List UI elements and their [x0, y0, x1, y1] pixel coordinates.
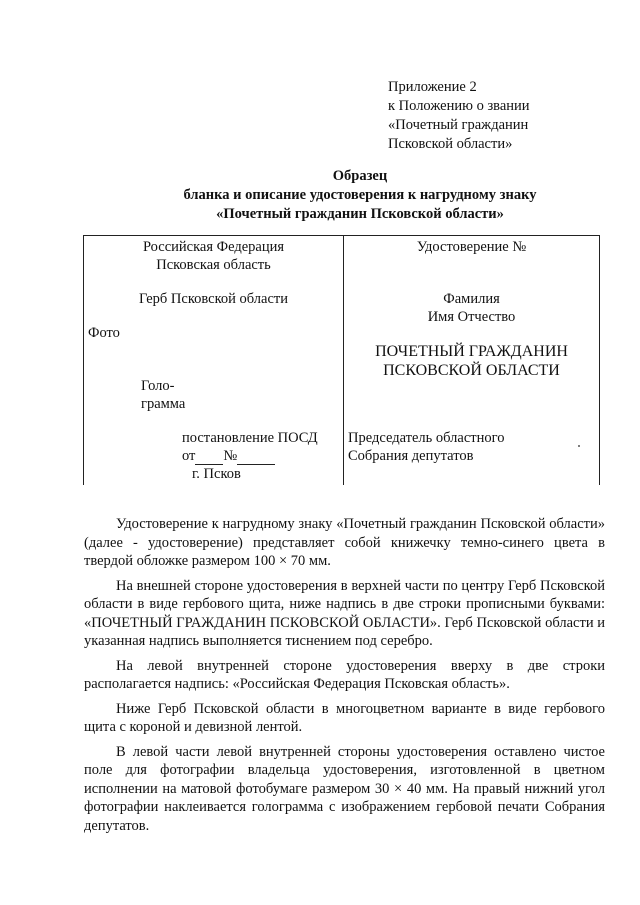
paragraph: В левой части левой внутренней стороны удостоверения оставлено чистое поле для фотографии владельца удостоверения, изготовленной в цветном исполнении на матовой фотобумаге размером 30 × 40 мм. На правый нижний угол фотографии наклеивается голограмма с изображением гербовой печати Собрания депутатов. — [84, 743, 605, 834]
paragraph: Удостоверение к нагрудному знаку «Почетный гражданин Псковской области» (далее - удостоверение) представляет собой книжечку темно-синего цвета в твердой обложке размером 100 × 70 мм. — [84, 516, 605, 569]
form-photo-label: Фото — [88, 325, 120, 341]
annex-line-3: «Почетный гражданин — [388, 117, 529, 133]
annex-header — [388, 78, 628, 154]
paragraph: На левой внутренней стороне удостоверения вверху в две строки располагается надпись: «Российская Федерация Псковская область». — [84, 657, 605, 692]
form-chairman-line-1: Председатель областного — [348, 430, 505, 446]
form-chairman-line-2: Собрания депутатов — [348, 448, 474, 464]
title-line-2: бланка и описание удостоверения к нагрудному знаку — [183, 187, 537, 203]
form-emblem-label: Герб Псковской области — [138, 291, 289, 307]
description-text — [84, 515, 605, 841]
annex-line-4: Псковской области» — [388, 136, 513, 152]
form-certificate-number: Удостоверение № — [416, 239, 527, 255]
form-surname: Фамилия — [443, 291, 500, 307]
annex-line-1: Приложение 2 — [388, 79, 477, 95]
form-hologram-line-1: Голо- — [141, 378, 175, 394]
form-date-blank — [195, 450, 223, 465]
form-decree-label: постановление ПОСД — [182, 430, 318, 446]
form-honor-line-1: ПОЧЕТНЫЙ ГРАЖДАНИН — [375, 343, 568, 360]
form-country: Российская Федерация — [142, 239, 285, 255]
paragraph: Ниже Герб Псковской области в многоцветном варианте в виде гербового щита с короной и девизной лентой. — [84, 700, 605, 735]
form-hologram-line-2: грамма — [141, 396, 186, 412]
certificate-form-sample — [83, 235, 600, 485]
form-number-blank — [237, 450, 275, 465]
form-region: Псковская область — [156, 257, 271, 273]
form-from-label: от — [182, 448, 196, 464]
annex-line-2: к Положению о звании — [388, 98, 530, 114]
document-title — [80, 167, 640, 224]
form-name-patronymic: Имя Отчество — [427, 309, 516, 325]
form-honor-line-2: ПСКОВСКОЙ ОБЛАСТИ — [383, 362, 560, 379]
form-city: г. Псков — [192, 466, 241, 482]
form-number-label: № — [223, 448, 238, 464]
title-line-3: «Почетный гражданин Псковской области» — [216, 206, 504, 222]
title-line-1: Образец — [332, 168, 388, 184]
scan-speck — [578, 445, 580, 447]
paragraph: На внешней стороне удостоверения в верхней части по центру Герб Псковской области в виде гербового щита, ниже надпись в две строки прописными буквами: «ПОЧЕТНЫЙ ГРАЖДАНИН ПСКОВСКОЙ ОБЛАСТИ». Герб Псковской области и указанная надпись выполняется тиснением под серебро. — [84, 577, 605, 649]
form-decree-date-number — [182, 447, 275, 465]
